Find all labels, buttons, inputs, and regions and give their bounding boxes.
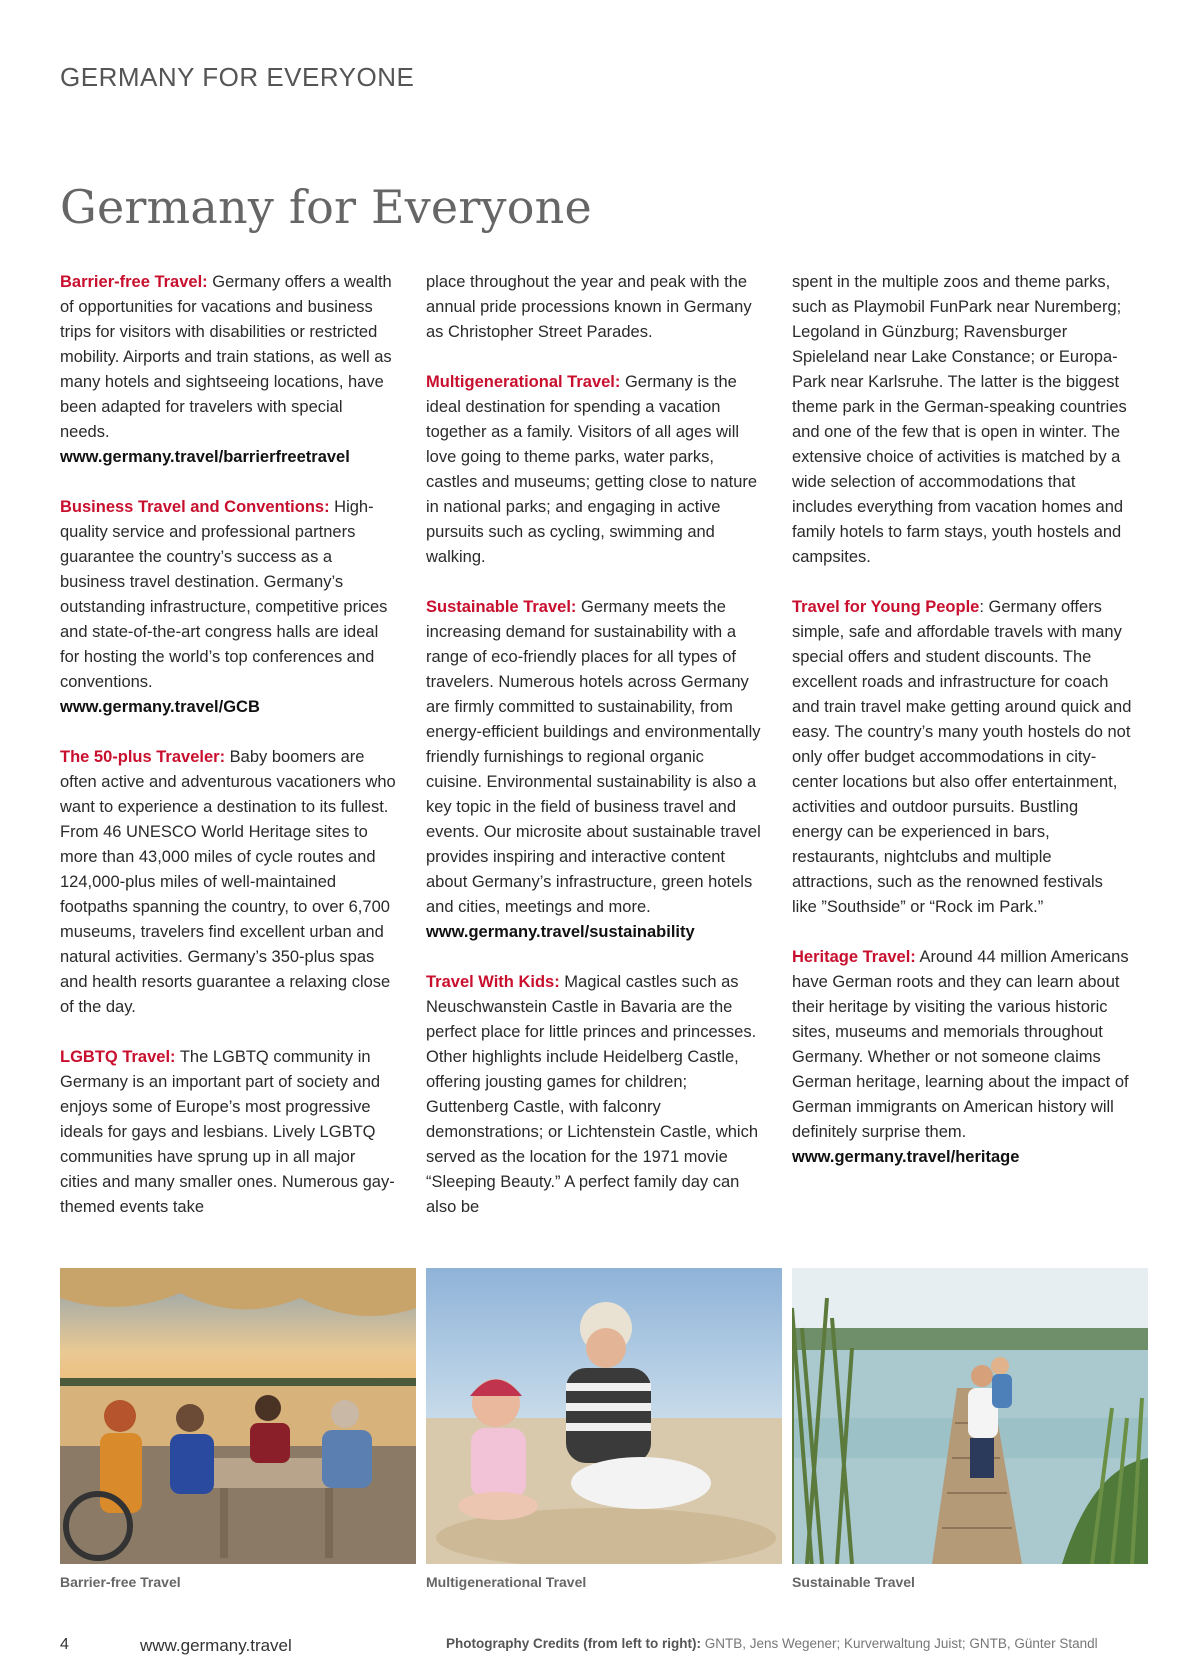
article-heading: Sustainable Travel: bbox=[426, 598, 577, 616]
article-multigenerational bbox=[426, 370, 762, 570]
article-heading: Business Travel and Conventions: bbox=[60, 498, 330, 516]
beach-family-image bbox=[426, 1268, 782, 1564]
website-link[interactable]: www.germany.travel bbox=[140, 1636, 292, 1655]
text-column-2 bbox=[426, 270, 762, 1245]
credits-label: Photography Credits (from left to right): bbox=[446, 1636, 701, 1651]
sustainability-link[interactable]: www.germany.travel/sustainability bbox=[426, 923, 695, 941]
article-body: Germany meets the increasing demand for sustainability with a range of eco-friendly places for all types of travelers. Numerous hotels across Germany are firmly committed to sustainability, from energy-efficient buildings and environmentally friendly furnishings to regional organic cuisine. Environmental sustainability is also a key topic in the field of business travel and events. Our microsite about sustainable travel provides inspiring and interactive content about Germany’s infrastructure, green hotels and cities, meetings and more. bbox=[426, 598, 761, 916]
article-body: Baby boomers are often active and adventurous vacationers who want to experience a destination to its fullest. From 46 UNESCO World Heritage sites to more than 43,000 miles of cycle routes and 124,000-plus miles of well-maintained footpaths spanning the country, to over 6,700 museums, travelers find excellent urban and natural activities. Germany’s 350-plus spas and health resorts guarantee a relaxing close of the day. bbox=[60, 748, 396, 1016]
lake-pier-image bbox=[792, 1268, 1148, 1564]
text-column-1 bbox=[60, 270, 396, 1245]
article-body: Germany is the ideal destination for spending a vacation together as a family. Visitors of all ages will love going to theme parks, water parks, castles and museums; getting close to nature in national parks; and engaging in active pursuits such as cycling, swimming and walking. bbox=[426, 373, 758, 566]
article-heading: Heritage Travel: bbox=[792, 948, 916, 966]
article-young bbox=[792, 595, 1132, 920]
article-heading: Barrier-free Travel: bbox=[60, 273, 208, 291]
article-business bbox=[60, 495, 396, 720]
photo-sustainable bbox=[792, 1268, 1148, 1564]
photo-caption: Multigenerational Travel bbox=[426, 1574, 587, 1590]
photo-barrier-free bbox=[60, 1268, 416, 1564]
article-body: Around 44 million Americans have German roots and they can learn about their heritage by visiting the various historic sites, museums and memorials throughout Germany. Whether or not someone claims German heritage, learning about the impact of German immigrants on American history will definitely surprise them. bbox=[792, 948, 1129, 1141]
article-sustainable bbox=[426, 595, 762, 945]
article-fifty-plus bbox=[60, 745, 396, 1020]
article-kids-continued: spent in the multiple zoos and theme parks, such as Playmobil FunPark near Nuremberg; Legoland in Günzburg; Ravensburger Spieleland near Lake Constance; or Europa-Park near Karlsruhe. The latter is the biggest theme park in the German-speaking countries and one of the few that is open in winter. The extensive choice of activities is matched by a wide selection of accommodations that includes everything from vacation homes and family hotels to farm stays, youth hostels and campsites. bbox=[792, 273, 1127, 566]
article-heading: LGBTQ Travel: bbox=[60, 1048, 176, 1066]
article-heading: Multigenerational Travel: bbox=[426, 373, 621, 391]
article-body: Germany offers a wealth of opportunities for vacations and business trips for visitors with disabilities or restricted mobility. Airports and train stations, as well as many hotels and sightseeing locations, have been adapted for travelers with special needs. bbox=[60, 273, 392, 441]
photo-caption: Barrier-free Travel bbox=[60, 1574, 181, 1590]
lakeside-dinner-image bbox=[60, 1268, 416, 1564]
article-body: The LGBTQ community in Germany is an important part of society and enjoys some of Europe’s most progressive ideals for gays and lesbians. Lively LGBTQ communities have sprung up in all major cities and many smaller ones. Numerous gay-themed events take bbox=[60, 1048, 395, 1216]
text-column-3 bbox=[792, 270, 1132, 1195]
credits-text: GNTB, Jens Wegener; Kurverwaltung Juist; GNTB, Günter Standl bbox=[700, 1636, 1098, 1651]
article-lgbtq bbox=[60, 1045, 396, 1220]
article-kids bbox=[426, 970, 762, 1220]
article-lgbtq-continued: place throughout the year and peak with the annual pride processions known in Germany as Christopher Street Parades. bbox=[426, 273, 752, 341]
heritage-link[interactable]: www.germany.travel/heritage bbox=[792, 1148, 1020, 1166]
article-body: High-quality service and professional partners guarantee the country’s success as a business travel destination. Germany’s outstanding infrastructure, competitive prices and state-of-the-art congress halls are ideal for hosting the world’s top conferences and conventions. bbox=[60, 498, 388, 691]
barrier-free-link[interactable]: www.germany.travel/barrierfreetravel bbox=[60, 448, 350, 466]
photo-credits bbox=[446, 1636, 1098, 1651]
article-heading: Travel for Young People bbox=[792, 598, 980, 616]
section-label: GERMANY FOR EVERYONE bbox=[60, 62, 415, 92]
article-barrier-free bbox=[60, 270, 396, 470]
page-title: Germany for Everyone bbox=[60, 180, 592, 234]
photo-caption: Sustainable Travel bbox=[792, 1574, 915, 1590]
photo-multigenerational bbox=[426, 1268, 782, 1564]
article-heritage bbox=[792, 945, 1132, 1170]
article-body: Magical castles such as Neuschwanstein Castle in Bavaria are the perfect place for little princes and princesses. Other highlights include Heidelberg Castle, offering jousting games for children; Guttenberg Castle, with falconry demonstrations; or Lichtenstein Castle, which served as the location for the 1971 movie “Sleeping Beauty.” A perfect family day can also be bbox=[426, 973, 758, 1216]
article-body: : Germany offers simple, safe and affordable travels with many special offers and student discounts. The excellent roads and infrastructure for coach and train travel make getting around quick and easy. The country’s many youth hostels do not only offer budget accommodations in city-center locations but also offer entertainment, activities and outdoor pursuits. Bustling energy can be experienced in bars, restaurants, nightclubs and multiple attractions, such as the renowned festivals like ”Southside” or “Rock im Park.” bbox=[792, 598, 1132, 916]
article-heading: The 50-plus Traveler: bbox=[60, 748, 226, 766]
page-number: 4 bbox=[60, 1636, 69, 1653]
business-link[interactable]: www.germany.travel/GCB bbox=[60, 698, 260, 716]
article-heading: Travel With Kids: bbox=[426, 973, 560, 991]
